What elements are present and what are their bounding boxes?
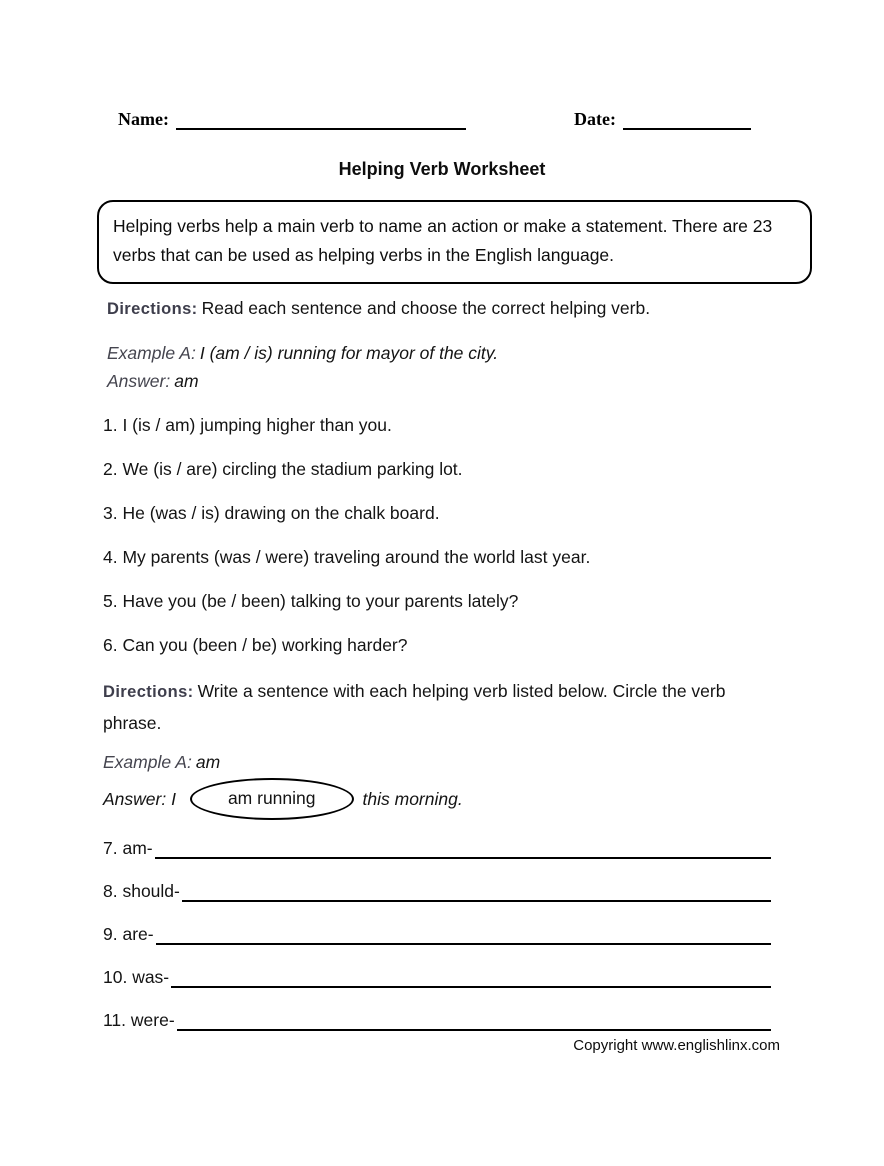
name-label: Name: (118, 109, 169, 129)
section2-answer-suffix: this morning. (362, 788, 463, 809)
section1-example-label: Example A: (107, 343, 196, 363)
name-blank-line (176, 108, 466, 130)
date-blank-line (623, 108, 751, 130)
sentence-item-5: 5. Have you (be / been) talking to your parents lately? (103, 591, 519, 611)
date-label: Date: (573, 109, 616, 129)
header-row (118, 108, 780, 130)
write-item-10-prefix: 10. was- (103, 967, 170, 987)
write-item-9-prefix: 9. are- (103, 924, 154, 944)
write-item-7-blank (155, 841, 771, 859)
copyright-text: Copyright www.englishlinx.com (573, 1037, 780, 1054)
section1-directions-text: Read each sentence and choose the correct helping verb. (201, 298, 651, 318)
write-item-10 (103, 966, 771, 988)
write-item-8-prefix: 8. should- (103, 881, 180, 901)
section1-directions (107, 297, 784, 320)
section2-directions-text: Write a sentence with each helping verb listed below. Circle the verb phrase. (103, 681, 726, 733)
section2-example-label: Example A: (103, 752, 192, 772)
write-item-10-blank (171, 970, 771, 988)
section1-example-text: I (am / is) running for mayor of the city. (199, 343, 499, 363)
write-item-8 (103, 880, 771, 902)
section2-answer-label: Answer: I (103, 788, 176, 809)
sentence-item-2: 2. We (is / are) circling the stadium parking lot. (103, 459, 463, 479)
section2-answer-row (103, 775, 884, 823)
section1-answer-label: Answer: (107, 371, 171, 391)
write-item-7 (103, 837, 771, 859)
circled-verb-phrase: am running (190, 778, 354, 820)
section1-example-line (107, 342, 884, 364)
sentence-item-6: 6. Can you (been / be) working harder? (103, 635, 408, 655)
write-item-7-prefix: 7. am- (103, 838, 153, 858)
sentence-item-4: 4. My parents (was / were) traveling around the world last year. (103, 547, 591, 567)
section1-directions-label: Directions: (107, 300, 198, 318)
sentence-item-3: 3. He (was / is) drawing on the chalk board. (103, 503, 440, 523)
section2-example-text: am (195, 752, 221, 772)
write-item-11-prefix: 11. were- (103, 1010, 175, 1030)
section1-answer-line (107, 370, 884, 392)
section2-directions-label: Directions: (103, 683, 194, 701)
intro-definition-box (97, 200, 812, 284)
sentence-item-1: 1. I (is / am) jumping higher than you. (103, 415, 392, 435)
write-item-9-blank (156, 927, 771, 945)
page-title: Helping Verb Worksheet (338, 159, 546, 179)
section2-directions (103, 676, 767, 739)
write-item-11 (103, 1009, 771, 1031)
write-item-8-blank (182, 884, 771, 902)
write-item-11-blank (177, 1013, 771, 1031)
section2-example-line (103, 752, 884, 773)
section1-answer-text: am (174, 371, 199, 391)
write-item-9 (103, 923, 771, 945)
intro-text: Helping verbs help a main verb to name an action or make a statement. There are 23 verbs that can be used as helping verbs in the English language. (113, 216, 773, 265)
